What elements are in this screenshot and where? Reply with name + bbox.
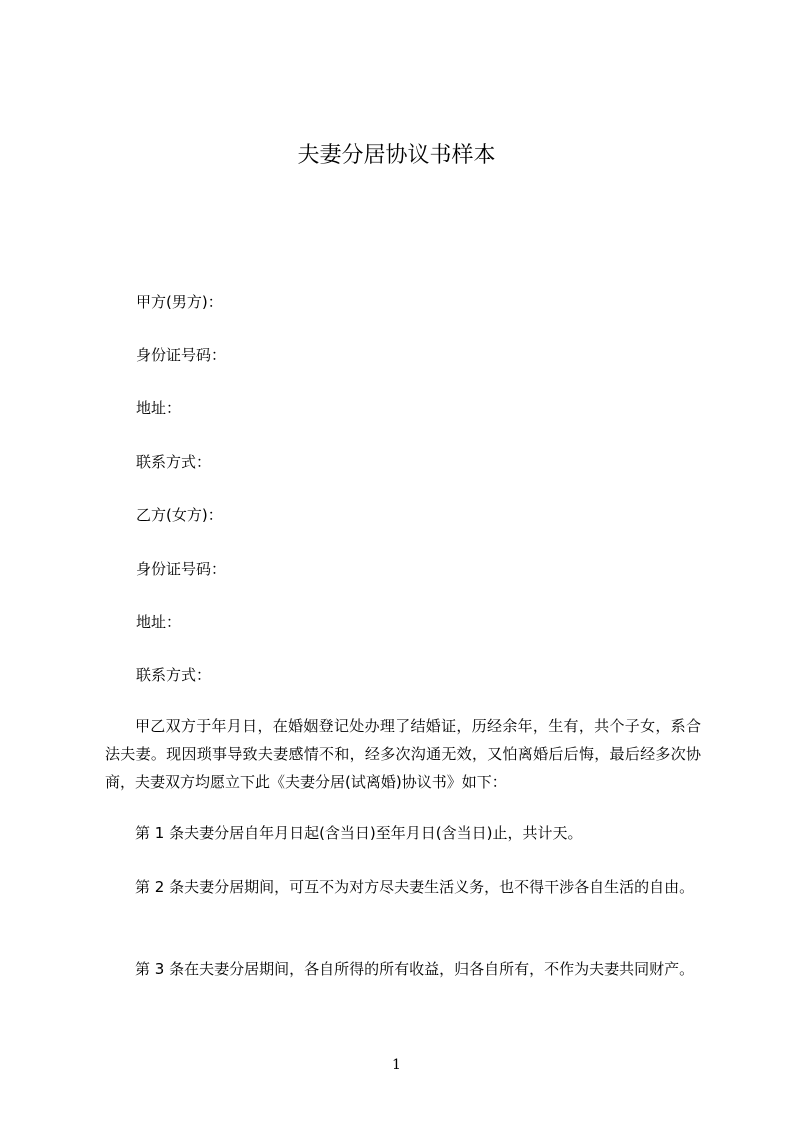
party-a-id-label: 身份证号码： [136,346,227,364]
party-b-id-label: 身份证号码： [136,560,227,578]
party-a-address-label: 地址： [136,399,182,417]
article-3: 第 3 条在夫妻分居期间，各自所得的所有收益，归各自所有，不作为夫妻共同财产。 [135,960,695,978]
party-a-contact-label: 联系方式： [136,453,212,471]
party-b-name-label: 乙方(女方)： [136,506,223,524]
party-b-address-label: 地址： [136,613,182,631]
page-title: 夫妻分居协议书样本 [297,143,496,168]
article-2: 第 2 条夫妻分居期间，可互不为对方尽夫妻生活义务，也不得干涉各自生活的自由。 [135,878,695,896]
preamble-paragraph: 甲乙双方于年月日，在婚姻登记处办理了结婚证，历经余年，生有，共个子女，系合法夫妻。现因琐事导致夫妻感情不和，经多次沟通无效，又怕离婚后后悔，最后经多次协商，夫妻双方均愿立下此《夫妻分居(试离婚)协议书》如下： [105,717,701,791]
article-1: 第 1 条夫妻分居自年月日起(含当日)至年月日(含当日)止，共计天。 [135,824,583,842]
party-b-contact-label: 联系方式： [136,666,212,684]
party-a-name-label: 甲方(男方)： [136,293,223,311]
page-number: 1 [392,1057,401,1073]
